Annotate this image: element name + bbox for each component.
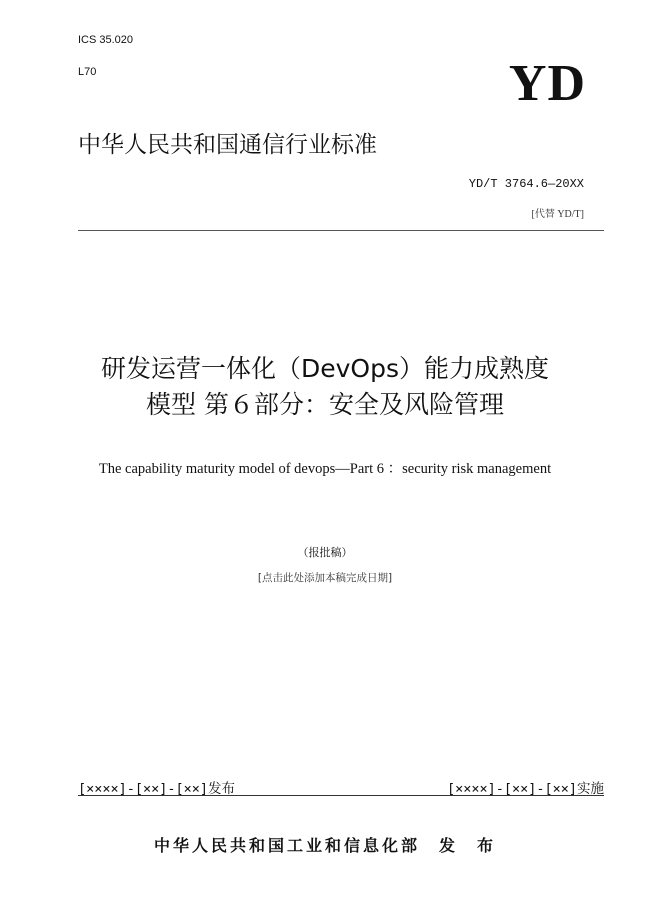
draft-status: （报批稿）	[297, 546, 353, 559]
footer-divider	[78, 795, 604, 796]
yd-logo: YD	[508, 55, 586, 112]
category-code: L70	[78, 66, 97, 78]
ics-code: ICS 35.020	[78, 34, 134, 46]
standard-number: YD/T 3764.6—20XX	[468, 177, 584, 191]
replaces-note: [代替 YD/T]	[531, 209, 584, 220]
publisher: 中华人民共和国工业和信息化部 发 布	[153, 836, 496, 855]
english-title: The capability maturity model of devops—Part 6 ：security risk management	[98, 461, 552, 477]
issue-date: [××××]-[××]-[××]发布	[78, 781, 236, 797]
document-title-line1: 研发运营一体化（DevOps）能力成熟度	[101, 354, 549, 383]
implementation-date: [××××]-[××]-[××]实施	[446, 781, 604, 797]
standard-name: 中华人民共和国通信行业标准	[78, 132, 377, 158]
header-divider	[78, 230, 604, 231]
completion-date-placeholder[interactable]: [点击此处添加本稿完成日期]	[257, 572, 393, 584]
document-title-line2: 模型 第６部分：安全及风险管理	[146, 390, 504, 419]
